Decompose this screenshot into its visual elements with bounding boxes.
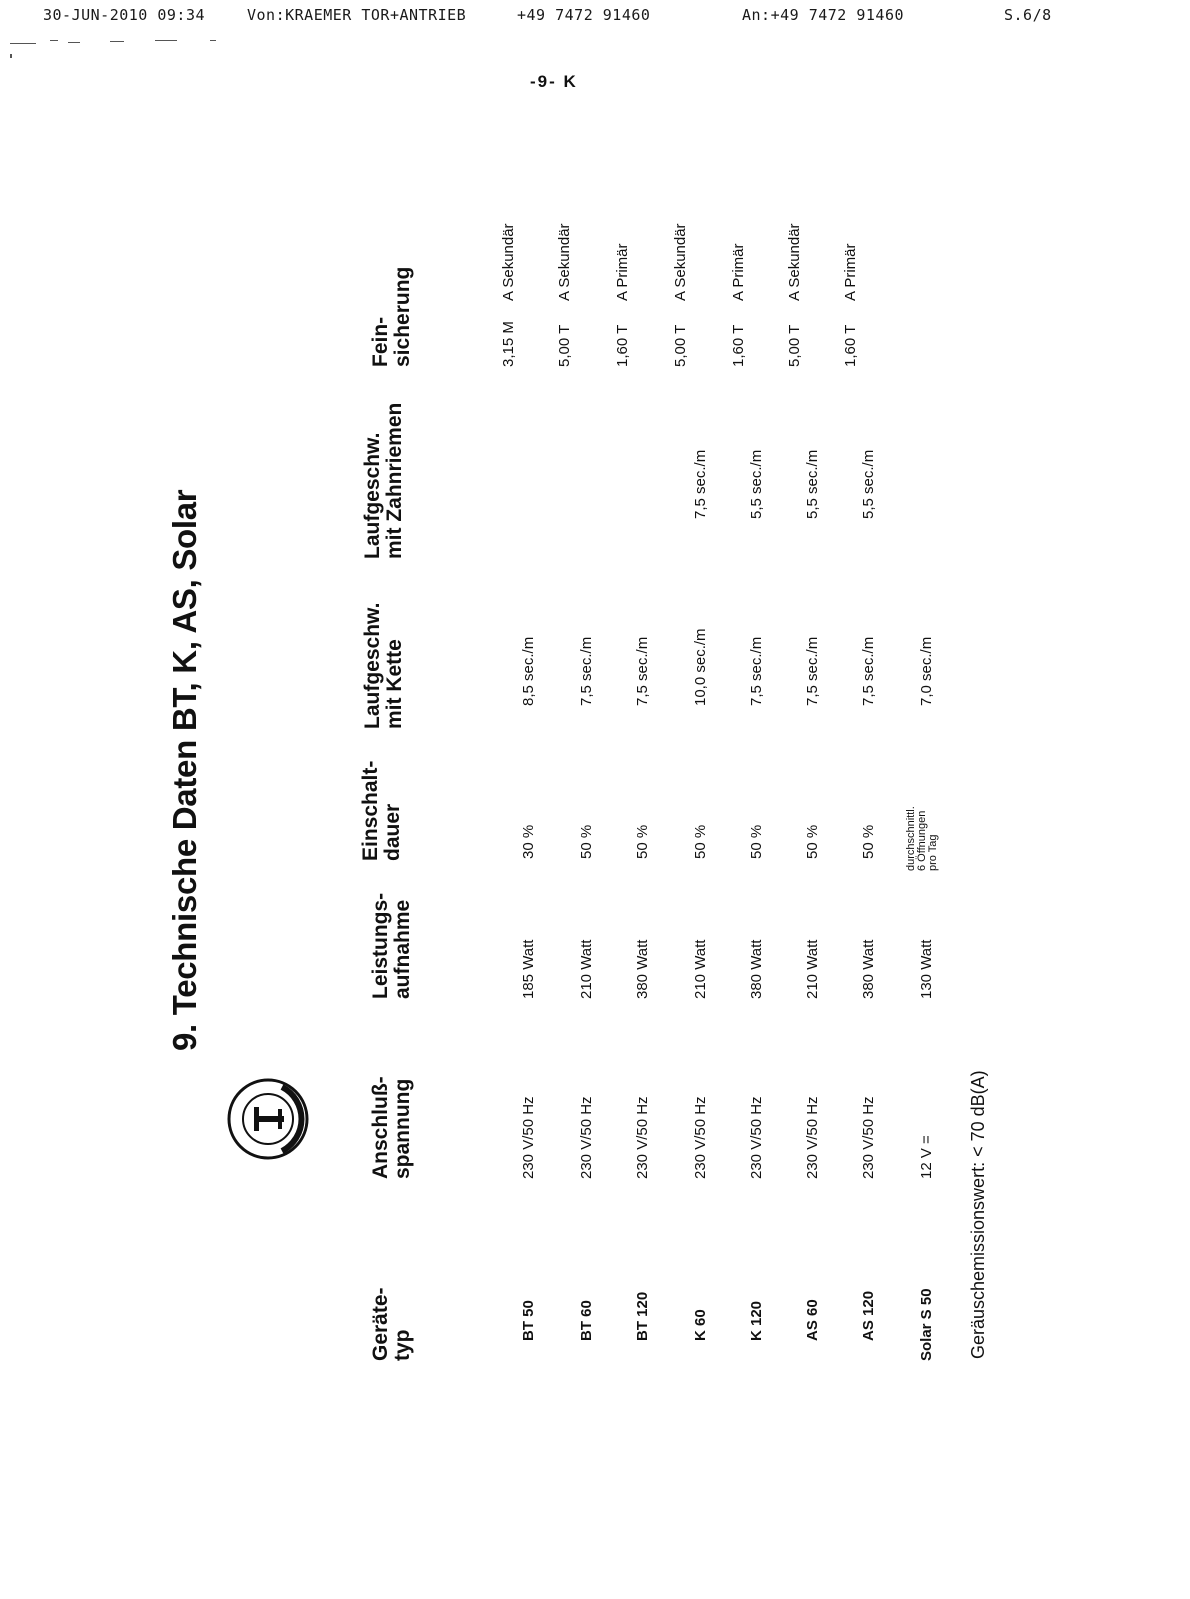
table-cell-duty: 50 %: [634, 824, 651, 859]
table-cell-speed-chain: 7,5 sec./m: [860, 636, 877, 706]
table-cell-speed-chain: 7,5 sec./m: [748, 636, 765, 706]
table-cell-duty: 50 %: [692, 824, 709, 859]
table-cell-speed-belt: 5,5 sec./m: [804, 449, 821, 519]
table-cell-fuse-value: 3,15 M: [500, 321, 517, 367]
fax-recipient: An:+49 7472 91460: [742, 6, 905, 24]
column-header-duty: Einschalt- dauer: [359, 760, 404, 861]
table-cell-type: BT 120: [634, 1291, 651, 1341]
table-cell-voltage: 230 V/50 Hz: [748, 1096, 765, 1179]
column-header-speed-chain: Laufgeschw. mit Kette: [361, 602, 406, 729]
table-cell-power: 130 Watt: [918, 939, 935, 999]
table-cell-fuse-note: A Sekundär: [500, 223, 517, 301]
table-cell-fuse-note: A Sekundär: [786, 223, 803, 301]
table-cell-fuse-value: 5,00 T: [556, 324, 573, 367]
table-cell-duty: 50 %: [578, 824, 595, 859]
table-cell-duty: 30 %: [520, 824, 537, 859]
table-cell-type: AS 120: [860, 1290, 877, 1341]
fax-page-counter: S.6/8: [1004, 6, 1052, 24]
table-cell-power: 210 Watt: [578, 939, 595, 999]
table-cell-speed-belt: 5,5 sec./m: [748, 449, 765, 519]
table-cell-type: K 120: [748, 1300, 765, 1341]
table-cell-speed-chain: 8,5 sec./m: [520, 636, 537, 706]
table-cell-duty: durchschnittl. 6 Öffnungen pro Tag: [905, 806, 939, 871]
column-header-type: Geräte- typ: [369, 1287, 414, 1361]
table-cell-power: 380 Watt: [634, 939, 651, 999]
table-cell-type: K 60: [692, 1309, 709, 1341]
fax-sender-phone: +49 7472 91460: [517, 6, 651, 24]
table-cell-fuse-value: 5,00 T: [672, 324, 689, 367]
table-cell-speed-belt: 7,5 sec./m: [692, 449, 709, 519]
table-cell-speed-chain: 10,0 sec./m: [692, 628, 709, 706]
table-cell-power: 210 Watt: [804, 939, 821, 999]
table-cell-voltage: 230 V/50 Hz: [578, 1096, 595, 1179]
table-cell-type: BT 50: [520, 1300, 537, 1341]
table-cell-fuse-note: A Primär: [842, 243, 859, 301]
table-cell-fuse-value: 1,60 T: [614, 324, 631, 367]
table-cell-type: Solar S 50: [918, 1288, 935, 1361]
table-cell-duty: 50 %: [748, 824, 765, 859]
fax-sender: Von:KRAEMER TOR+ANTRIEB: [247, 6, 467, 24]
table-cell-voltage: 230 V/50 Hz: [692, 1096, 709, 1179]
fax-datetime: 30-JUN-2010 09:34: [43, 6, 206, 24]
table-cell-power: 380 Watt: [860, 939, 877, 999]
table-cell-fuse-note: A Sekundär: [556, 223, 573, 301]
page-title: 9. Technische Daten BT, K, AS, Solar: [166, 489, 203, 1051]
column-header-speed-belt: Laufgeschw. mit Zahnriemen: [361, 402, 406, 559]
table-cell-voltage: 230 V/50 Hz: [804, 1096, 821, 1179]
table-cell-type: BT 60: [578, 1300, 595, 1341]
column-header-fuse: Fein- sicherung: [369, 266, 414, 367]
table-cell-speed-chain: 7,5 sec./m: [634, 636, 651, 706]
table-cell-speed-belt: 5,5 sec./m: [860, 449, 877, 519]
table-cell-duty: 50 %: [860, 824, 877, 859]
table-cell-power: 185 Watt: [520, 939, 537, 999]
table-cell-speed-chain: 7,5 sec./m: [578, 636, 595, 706]
table-cell-duty: 50 %: [804, 824, 821, 859]
table-cell-voltage: 230 V/50 Hz: [860, 1096, 877, 1179]
table-cell-fuse-note: A Primär: [614, 243, 631, 301]
table-cell-power: 210 Watt: [692, 939, 709, 999]
table-cell-speed-chain: 7,0 sec./m: [918, 636, 935, 706]
column-header-voltage: Anschluß- spannung: [369, 1076, 414, 1179]
table-cell-fuse-note: A Primär: [730, 243, 747, 301]
page-number: -9- K: [530, 72, 578, 91]
table-cell-fuse-value: 5,00 T: [786, 324, 803, 367]
noise-emission-note: Geräuschemissionswert: < 70 dB(A): [968, 1070, 988, 1359]
table-cell-voltage: 230 V/50 Hz: [634, 1096, 651, 1179]
table-cell-power: 380 Watt: [748, 939, 765, 999]
certification-seal-icon: [226, 1077, 310, 1161]
table-cell-speed-chain: 7,5 sec./m: [804, 636, 821, 706]
table-cell-voltage: 230 V/50 Hz: [520, 1096, 537, 1179]
table-cell-voltage: 12 V =: [918, 1135, 935, 1179]
column-header-power: Leistungs- aufnahme: [369, 892, 414, 999]
table-cell-fuse-value: 1,60 T: [842, 324, 859, 367]
table-cell-fuse-value: 1,60 T: [730, 324, 747, 367]
table-cell-type: AS 60: [804, 1299, 821, 1341]
table-cell-fuse-note: A Sekundär: [672, 223, 689, 301]
